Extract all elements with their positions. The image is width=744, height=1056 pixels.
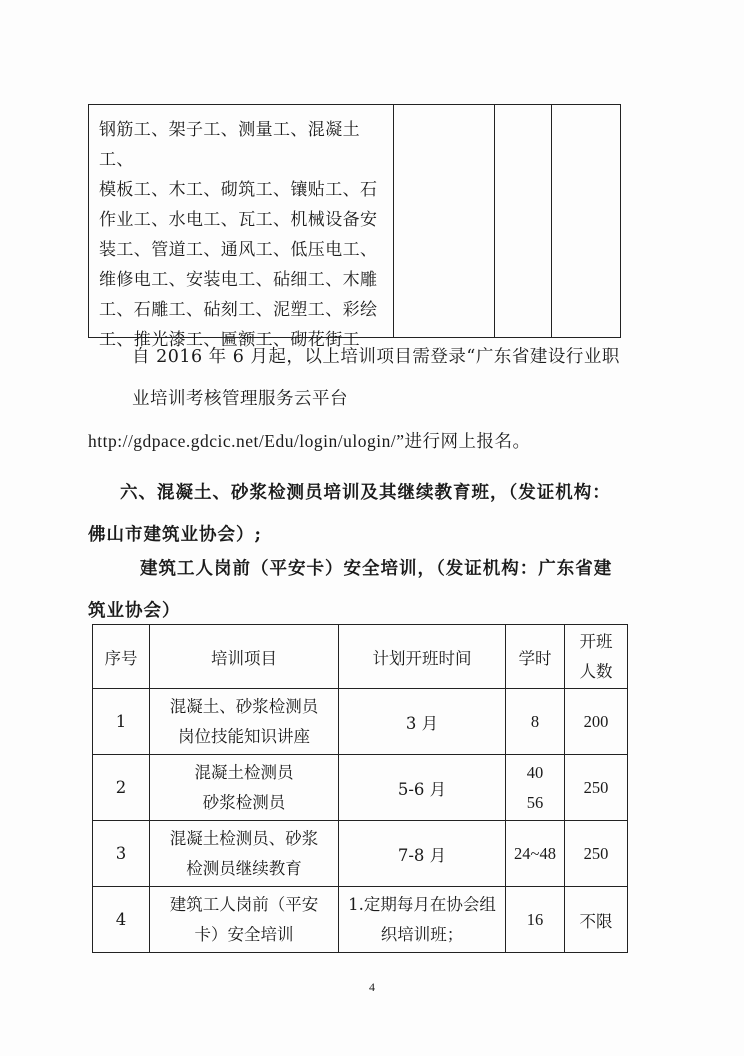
heading-line: 六、混凝土、砂浆检测员培训及其继续教育班，（发证机构： [120,483,611,503]
table-header-row [93,625,628,689]
registration-line: 自 2016 年 6 月起，以上培训项目需登录“广东省建设行业职 [132,347,620,367]
row-item: 混凝土、砂浆检测员 岗位技能知识讲座 [150,689,339,755]
row-time: 1.定期每月在协会组 织培训班； [339,887,506,953]
table-row [93,887,628,953]
section-six-heading [88,472,658,556]
row-no: 1 [93,689,150,755]
page-number: 4 [369,980,375,994]
header-hours: 学时 [506,625,565,689]
row-no: 3 [93,821,150,887]
registration-paragraph [88,336,658,420]
worker-types-line: 工、推光漆工、匾额工、砌花街工 [99,330,360,350]
table-row [93,821,628,887]
empty-cell [495,105,552,338]
worker-types-table [88,104,621,350]
row-hours: 16 [506,887,565,953]
table-row [89,105,621,338]
table-row [93,689,628,755]
heading-line: 建筑工人岗前（平安卡）安全培训，（发证机构：广东省建 [140,559,613,579]
worker-types-line: 钢筋工、架子工、测量工、混凝土工、 [99,120,360,170]
worker-types-line: 维修电工、安装电工、砧细工、木雕 [99,270,378,290]
registration-line: 业培训考核管理服务云平台 [132,389,348,409]
worker-types-line: 作业工、水电工、瓦工、机械设备安 [99,210,378,230]
empty-cell [394,105,495,338]
worker-types-line: 装工、管道工、通风工、低压电工、 [99,240,378,260]
row-class-size: 250 [565,821,628,887]
worker-types-cell [89,105,394,350]
row-class-size: 250 [565,755,628,821]
row-time: 3 月 [339,689,506,755]
registration-url-line: http://gdpace.gdcic.net/Edu/login/ulogin/”进行网上报名。 [88,431,531,451]
header-no: 序号 [93,625,150,689]
heading-line: 佛山市建筑业协会）; [88,525,262,545]
empty-cell [552,105,621,338]
row-no: 4 [93,887,150,953]
training-schedule-table [92,624,628,953]
header-item: 培训项目 [150,625,339,689]
row-time: 5-6 月 [339,755,506,821]
row-item: 混凝土检测员、砂浆 检测员继续教育 [150,821,339,887]
worker-types-line: 模板工、木工、砌筑工、镶贴工、石 [99,180,378,200]
heading-line: 筑业协会） [88,601,181,621]
header-class-size: 开班 人数 [565,625,628,689]
row-no: 2 [93,755,150,821]
row-class-size: 不限 [565,887,628,953]
row-hours: 24~48 [506,821,565,887]
worker-types-line: 工、石雕工、砧刻工、泥塑工、彩绘 [99,300,378,320]
row-hours: 40 56 [506,755,565,821]
row-class-size: 200 [565,689,628,755]
row-item: 混凝土检测员 砂浆检测员 [150,755,339,821]
safety-training-heading [88,548,658,632]
row-item: 建筑工人岗前（平安 卡）安全培训 [150,887,339,953]
header-time: 计划开班时间 [339,625,506,689]
table-row [93,755,628,821]
row-hours: 8 [506,689,565,755]
row-time: 7-8 月 [339,821,506,887]
